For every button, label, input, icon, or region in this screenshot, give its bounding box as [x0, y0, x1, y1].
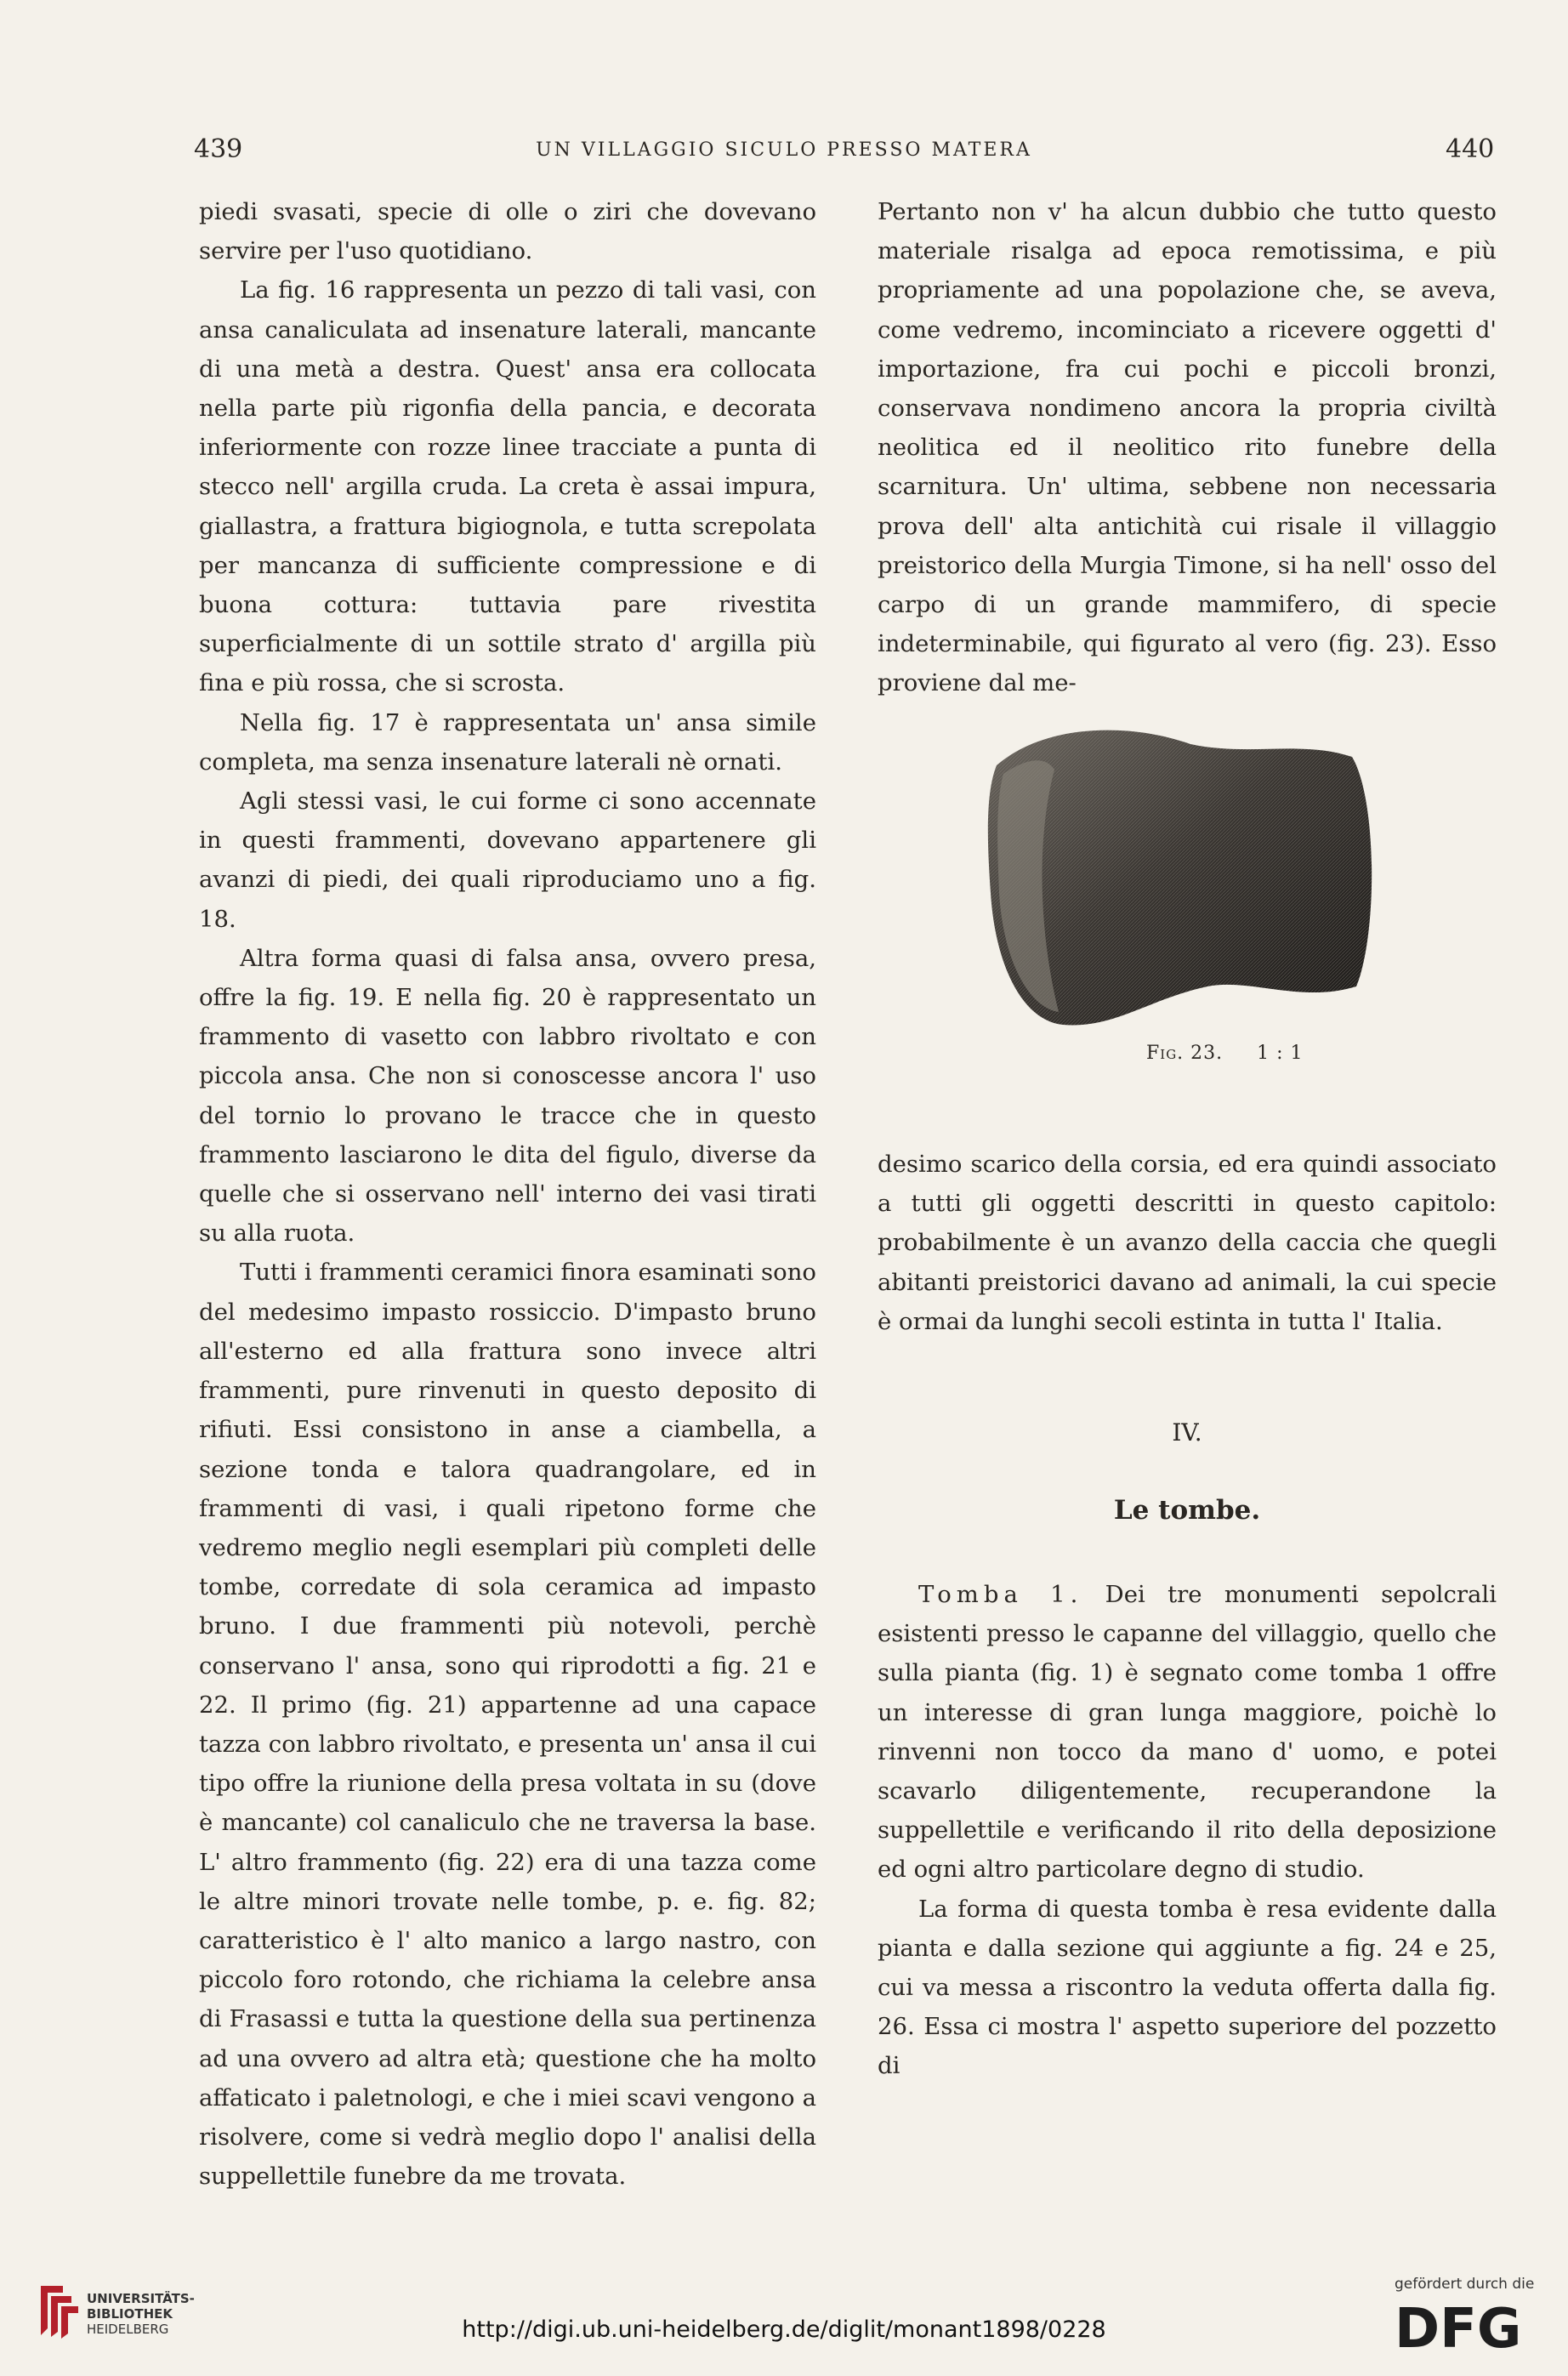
footer	[0, 2262, 1568, 2376]
paragraph: La forma di questa tomba è resa evidente dalla pianta e dalla sezione qui aggiunte a fig. 24 e 25, cui va messa a riscontro la veduta offerta dalla fig. 26. Essa ci mostra l' aspetto superiore del pozzetto di	[878, 1895, 1497, 2080]
paragraph: Altra forma quasi di falsa ansa, ovvero presa, offre la fig. 19. E nella fig. 20 è rappresentato un frammento di vasetto con labbro rivoltato e con piccola ansa. Che non si conoscesse ancora l' uso del tornio lo provano le tracce che in questo frammento lasciarono le dita del figulo, diverse da quelle che si osservano nell' interno dei vasi tirati su alla ruota.	[199, 944, 816, 1248]
paragraph: Tutti i frammenti ceramici finora esaminati sono del medesimo impasto rossiccio. D'impasto bruno all'esterno ed alla frattura sono invece altri frammenti, pure rinvenuti in questo deposito di rifiuti. Essi consistono in anse a ciambella, a sezione tonda e talora quadrangolare, ed in frammenti di vasi, i quali ripetono forme che vedremo meglio negli esemplari più completi delle tombe, corredate di sola ceramica ad impasto bruno. I due frammenti più notevoli, perchè conservano l' ansa, sono qui riprodotti a fig. 21 e 22. Il primo (fig. 21) appartenne ad una capace tazza con labbro rivoltato, e presenta un' ansa il cui tipo offre la riunione della presa voltata in su (dove è mancante) col canaliculo che ne traversa la base. L' altro frammento (fig. 22) era di una tazza come le altre minori trovate nelle tombe, p. e. fig. 82; caratteristico è l' alto manico a largo nastro, con piccolo foro rotondo, che richiama la celebre ansa di Frasassi e tutta la questione della sua pertinenza ad una ovvero ad altra età; questione che ha molto affaticato i paletnologi, e che i miei scavi vengono a risolvere, come si vedrà meglio dopo l' analisi della suppellettile funebre da me trovata.	[199, 1259, 816, 2191]
funding-note: gefördert durch die	[1395, 2276, 1535, 2293]
paragraph: Agli stessi vasi, le cui forme ci sono accennate in questi frammenti, dovevano appartenere gli avanzi di piedi, dei quali riproduciamo uno a fig. 18.	[199, 787, 816, 933]
figure-23-carpal-bone	[978, 706, 1378, 1037]
paragraph: piedi svasati, specie di olle o ziri che dovevano servire per l'uso quotidiano.	[199, 198, 816, 265]
paragraph-text: Dei tre monumenti sepolcrali esistenti presso le capanne del villaggio, quello che sulla pianta (fig. 1) è segnato come tomba 1 offre un interesse di gran lunga maggiore, poichè lo rinvenni non tocco da mano d' uomo, e potei scavarlo diligentemente, recuperandone la suppellettile e verificando il rito della deposizione ed ogni altro particolare degno di studio.	[878, 1581, 1497, 1884]
dfg-logo-icon	[1395, 2298, 1539, 2354]
tomb-heading: Tomba 1.	[918, 1581, 1083, 1608]
page-number-left: 439	[194, 134, 243, 164]
page-header	[0, 126, 1568, 177]
right-column-top	[878, 192, 1497, 703]
figure-caption	[1146, 1043, 1304, 1064]
source-url-link[interactable]: http://digi.ub.uni-heidelberg.de/diglit/monant1898/0228	[462, 2316, 1106, 2343]
paragraph: La fig. 16 rappresenta un pezzo di tali vasi, con ansa canaliculata ad insenature laterali, mancante di una metà a destra. Quest' ansa era collocata nella parte più rigonfia della pancia, e decorata inferiormente con rozze linee tracciate a punta di stecco nell' argilla cruda. La creta è assai impura, giallastra, a frattura bigiognola, e tutta screpolata per mancanza di sufficiente compressione e di buona cottura: tuttavia pare rivestita superficialmente di un sottile strato d' argilla più fina e più rossa, che si scrosta.	[199, 276, 816, 697]
paragraph: Pertanto non v' ha alcun dubbio che tutto questo materiale risalga ad epoca remotissima, e più propriamente ad una popolazione che, se aveva, come vedremo, incominciato a ricevere oggetti d' importazione, fra cui pochi e piccoli bronzi, conservava nondimeno ancora la propria civiltà neolitica ed il neolitico rito funebre della scarnitura. Un' ultima, sebbene non necessaria prova dell' alta antichità cui risale il villaggio preistorico della Murgia Timone, si ha nell' osso del carpo di un grande mammifero, di specie indeterminabile, qui figurato al vero (fig. 23). Esso proviene dal me-	[878, 198, 1497, 697]
svg-text:DFG: DFG	[1395, 2298, 1522, 2354]
section-numeral: IV.	[1172, 1418, 1202, 1447]
left-column	[199, 192, 816, 2196]
paragraph: desimo scarico della corsia, ed era quindi associato a tutti gli oggetti descritti in questo capitolo: probabilmente è un avanzo della caccia che quegli abitanti preistorici davano ad animali, la cui specie è ormai da lunghi secoli estinta in tutta l' Italia.	[878, 1151, 1497, 1335]
paragraph	[878, 1575, 1497, 1890]
figure-scale: 1 : 1	[1257, 1043, 1304, 1064]
right-column-tombs	[878, 1575, 1497, 2086]
page-number-right: 440	[1446, 134, 1495, 164]
paragraph: Nella fig. 17 è rappresentata un' ansa simile completa, ma senza insenature laterali nè ornati.	[199, 708, 816, 776]
right-column-bottom	[878, 1145, 1497, 1341]
figure-label: Fig. 23.	[1146, 1043, 1224, 1064]
library-name-line: UNIVERSITÄTS-	[87, 2291, 195, 2306]
running-title: UN VILLAGGIO SICULO PRESSO MATERA	[536, 139, 1032, 161]
section-title: Le tombe.	[1113, 1495, 1261, 1526]
library-name-line: BIBLIOTHEK	[87, 2306, 173, 2322]
library-name-line: HEIDELBERG	[87, 2322, 169, 2337]
bone-illustration	[978, 706, 1378, 1037]
